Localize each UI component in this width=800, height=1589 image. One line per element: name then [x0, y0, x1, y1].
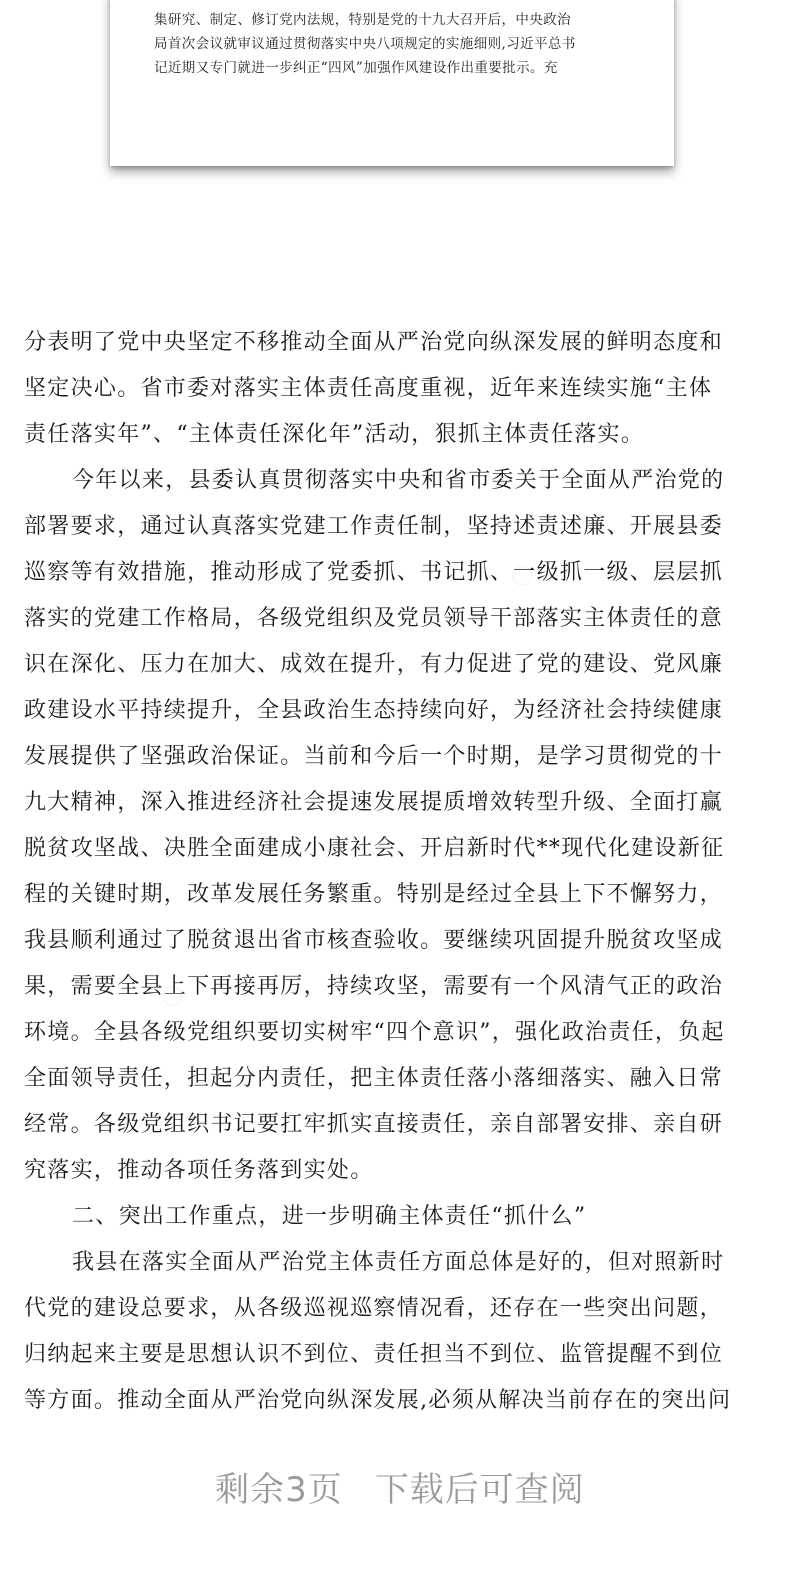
body-line: 责任落实年”、“主体责任深化年”活动，狠抓主体责任落实。 — [24, 422, 645, 447]
body-line: 政建设水平持续提升，全县政治生态持续向好，为经济社会持续健康 — [24, 698, 724, 723]
remaining-pages-label: 剩余3页 — [215, 1470, 343, 1510]
body-line: 究落实，推动各项任务落到实处。 — [24, 1158, 374, 1183]
download-to-view-label: 下载后可查阅 — [374, 1470, 585, 1510]
body-line: 发展提供了坚强政治保证。当前和今后一个时期，是学习贯彻党的十 — [24, 744, 724, 769]
preview-line: 集研究、制定、修订党内法规，特别是党的十九大召开后，中央政治 — [154, 12, 571, 28]
body-line: 我县顺利通过了脱贫退出省市核查验收。要继续巩固提升脱贫攻坚成 — [24, 928, 724, 953]
body-line: 果，需要全县上下再接再厉，持续攻坚，需要有一个风清气正的政治 — [24, 974, 724, 999]
body-line: 归纳起来主要是思想认识不到位、责任担当不到位、监管提醒不到位 — [24, 1342, 724, 1367]
body-line: 等方面。推动全面从严治党向纵深发展,必须从解决当前存在的突出问 — [24, 1388, 732, 1413]
body-line: 部署要求，通过认真落实党建工作责任制，坚持述责述廉、开展县委 — [24, 514, 724, 539]
previous-page-preview — [110, 0, 674, 166]
body-line: 经常。各级党组织书记要扛牢抓实直接责任，亲自部署安排、亲自研 — [24, 1112, 724, 1137]
document-body — [24, 320, 770, 1424]
body-line: 九大精神，深入推进经济社会提速发展提质增效转型升级、全面打赢 — [24, 790, 724, 815]
download-prompt[interactable] — [0, 1462, 800, 1511]
preview-line: 局首次会议就审议通过贯彻落实中央八项规定的实施细则,习近平总书 — [154, 36, 576, 52]
preview-line: 记近期又专门就进一步纠正“四风”加强作风建设作出重要批示。充 — [154, 60, 558, 76]
body-line: 程的关键时期，改革发展任务繁重。特别是经过全县上下不懈努力， — [24, 882, 724, 907]
paragraph-start-line: 今年以来，县委认真贯彻落实中央和省市委关于全面从严治党的 — [72, 468, 725, 493]
body-line: 分表明了党中央坚定不移推动全面从严治党向纵深发展的鲜明态度和 — [24, 330, 724, 355]
body-line: 落实的党建工作格局，各级党组织及党员领导干部落实主体责任的意 — [24, 606, 724, 631]
body-line: 代党的建设总要求，从各级巡视巡察情况看，还存在一些突出问题， — [24, 1296, 724, 1321]
body-line: 全面领导责任，担起分内责任，把主体责任落小落细落实、融入日常 — [24, 1066, 724, 1091]
body-line: 环境。全县各级党组织要切实树牢“四个意识”，强化政治责任，负起 — [24, 1020, 725, 1045]
body-line: 识在深化、压力在加大、成效在提升，有力促进了党的建设、党风廉 — [24, 652, 724, 677]
section-heading: 二、突出工作重点，进一步明确主体责任“抓什么” — [72, 1204, 587, 1229]
body-line: 坚定决心。省市委对落实主体责任高度重视，近年来连续实施“主体 — [24, 376, 713, 401]
body-line: 巡察等有效措施，推动形成了党委抓、书记抓、一级抓一级、层层抓 — [24, 560, 724, 585]
body-line: 脱贫攻坚战、决胜全面建成小康社会、开启新时代**现代化建设新征 — [24, 836, 725, 861]
paragraph-start-line: 我县在落实全面从严治党主体责任方面总体是好的，但对照新时 — [72, 1250, 725, 1275]
